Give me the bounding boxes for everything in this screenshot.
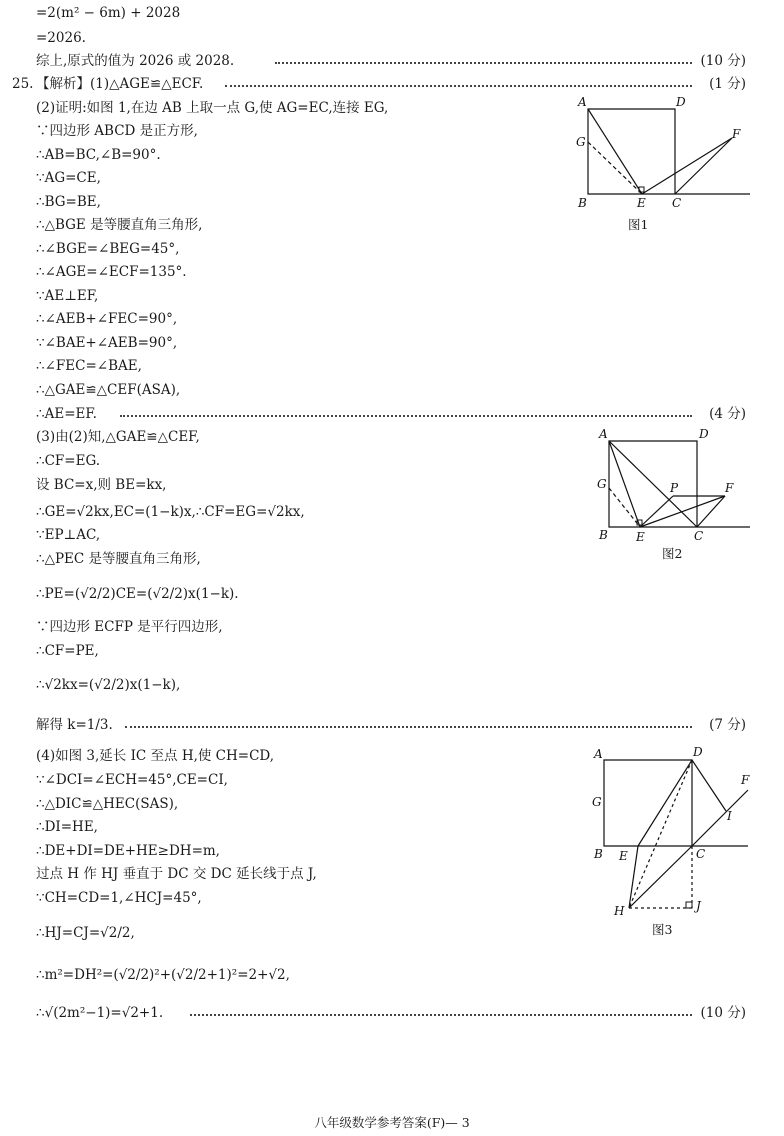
figure-3-caption: 图3 — [652, 922, 673, 937]
text-line: 设 BC=x,则 BE=kx, — [36, 477, 167, 493]
dot-leader — [125, 726, 692, 728]
text-line: 过点 H 作 HJ 垂直于 DC 交 DC 延长线于点 J, — [36, 866, 317, 882]
page-footer: 八年级数学参考答案(F)— 3 — [314, 1115, 470, 1130]
text-line: ∴m²=DH²=(√2/2)²+(√2/2+1)²=2+√2, — [36, 967, 290, 983]
label-G: G — [576, 135, 586, 149]
text-line: ∴△DIC≌△HEC(SAS), — [36, 796, 179, 812]
label-B: B — [599, 528, 608, 542]
text-line: ∴BG=BE, — [36, 194, 101, 210]
figure-1 — [570, 92, 760, 232]
label-P: P — [670, 481, 679, 495]
label-B: B — [578, 196, 587, 210]
label-C: C — [672, 196, 682, 210]
label-A: A — [599, 427, 608, 441]
label-D: D — [693, 745, 703, 759]
figure-3-drawing — [588, 742, 763, 942]
text-line: ∴∠AGE=∠ECF=135°. — [36, 264, 187, 280]
question-number: 25. — [12, 76, 34, 92]
label-E: E — [637, 196, 646, 210]
score: (4 分) — [709, 406, 746, 422]
label-B: B — [594, 847, 603, 861]
text-line: 综上,原式的值为 2026 或 2028. — [36, 53, 235, 69]
label-C: C — [694, 529, 704, 543]
text-line: ∵EP⊥AC, — [36, 527, 101, 543]
figure-3 — [588, 742, 763, 942]
text-line: ∴PE=(√2/2)CE=(√2/2)x(1−k). — [36, 586, 239, 602]
text-line: (2)证明:如图 1,在边 AB 上取一点 G,使 AG=EC,连接 EG, — [36, 100, 389, 116]
text-line: ∴√(2m²−1)=√2+1. — [36, 1005, 164, 1021]
text-line: ∴AB=BC,∠B=90°. — [36, 147, 161, 163]
label-I: I — [727, 809, 732, 823]
text-line: ∴DE+DI=DE+HE≥DH=m, — [36, 843, 220, 859]
label-H: H — [614, 904, 625, 918]
text-line: ∴DI=HE, — [36, 819, 98, 835]
label-D: D — [699, 427, 709, 441]
text-line: (3)由(2)知,△GAE≌△CEF, — [36, 429, 200, 445]
score: (10 分) — [700, 1005, 746, 1021]
label-F: F — [732, 127, 741, 141]
label-C: C — [696, 847, 706, 861]
text-line: ∴△GAE≌△CEF(ASA), — [36, 382, 181, 398]
score: (1 分) — [709, 76, 746, 92]
text-line: ∴HJ=CJ=√2/2, — [36, 925, 135, 941]
label-F: F — [725, 481, 734, 495]
text-line: ∴√2kx=(√2/2)x(1−k), — [36, 677, 181, 693]
text-line: ∵四边形 ABCD 是正方形, — [36, 123, 198, 139]
text-line: ∵AE⊥EF, — [36, 288, 99, 304]
text-line: ∴CF=EG. — [36, 453, 101, 469]
text-line: ∴∠AEB+∠FEC=90°, — [36, 311, 178, 327]
figure-2-caption: 图2 — [662, 546, 683, 561]
label-J: J — [696, 899, 701, 913]
label-A: A — [578, 95, 587, 109]
text-line: ∴∠BGE=∠BEG=45°, — [36, 241, 180, 257]
label-E: E — [619, 849, 628, 863]
dot-leader — [190, 1014, 692, 1016]
dot-leader — [275, 62, 692, 64]
answer-heading: 【解析】(1)△AGE≌△ECF. — [36, 76, 204, 92]
score: (10 分) — [700, 53, 746, 69]
text-line: ∵CH=CD=1,∠HCJ=45°, — [36, 890, 202, 906]
text-line: 解得 k=1/3. — [36, 717, 113, 733]
label-F: F — [741, 773, 750, 787]
text-line: =2026. — [36, 30, 86, 46]
label-G: G — [597, 477, 607, 491]
score: (7 分) — [709, 717, 746, 733]
text-line: ∴AE=EF. — [36, 406, 97, 422]
text-line: ∴CF=PE, — [36, 643, 99, 659]
text-line: ∴∠FEC=∠BAE, — [36, 358, 142, 374]
dot-leader — [225, 85, 692, 87]
figure-1-caption: 图1 — [628, 217, 649, 232]
dot-leader — [120, 415, 692, 417]
text-line: ∴GE=√2kx,EC=(1−k)x,∴CF=EG=√2kx, — [36, 504, 305, 520]
figure-2 — [590, 426, 760, 566]
figure-1-drawing — [570, 92, 760, 222]
text-line: ∵∠BAE+∠AEB=90°, — [36, 335, 178, 351]
text-line: ∴△BGE 是等腰直角三角形, — [36, 217, 203, 233]
text-line: =2(m² − 6m) + 2028 — [36, 5, 181, 21]
label-E: E — [636, 530, 645, 544]
text-line: ∵AG=CE, — [36, 170, 101, 186]
text-line: ∵四边形 ECFP 是平行四边形, — [36, 619, 223, 635]
label-A: A — [594, 747, 603, 761]
label-G: G — [592, 795, 602, 809]
label-D: D — [676, 95, 686, 109]
text-line: ∵∠DCI=∠ECH=45°,CE=CI, — [36, 772, 228, 788]
text-line: (4)如图 3,延长 IC 至点 H,使 CH=CD, — [36, 748, 275, 764]
text-line: ∴△PEC 是等腰直角三角形, — [36, 551, 201, 567]
